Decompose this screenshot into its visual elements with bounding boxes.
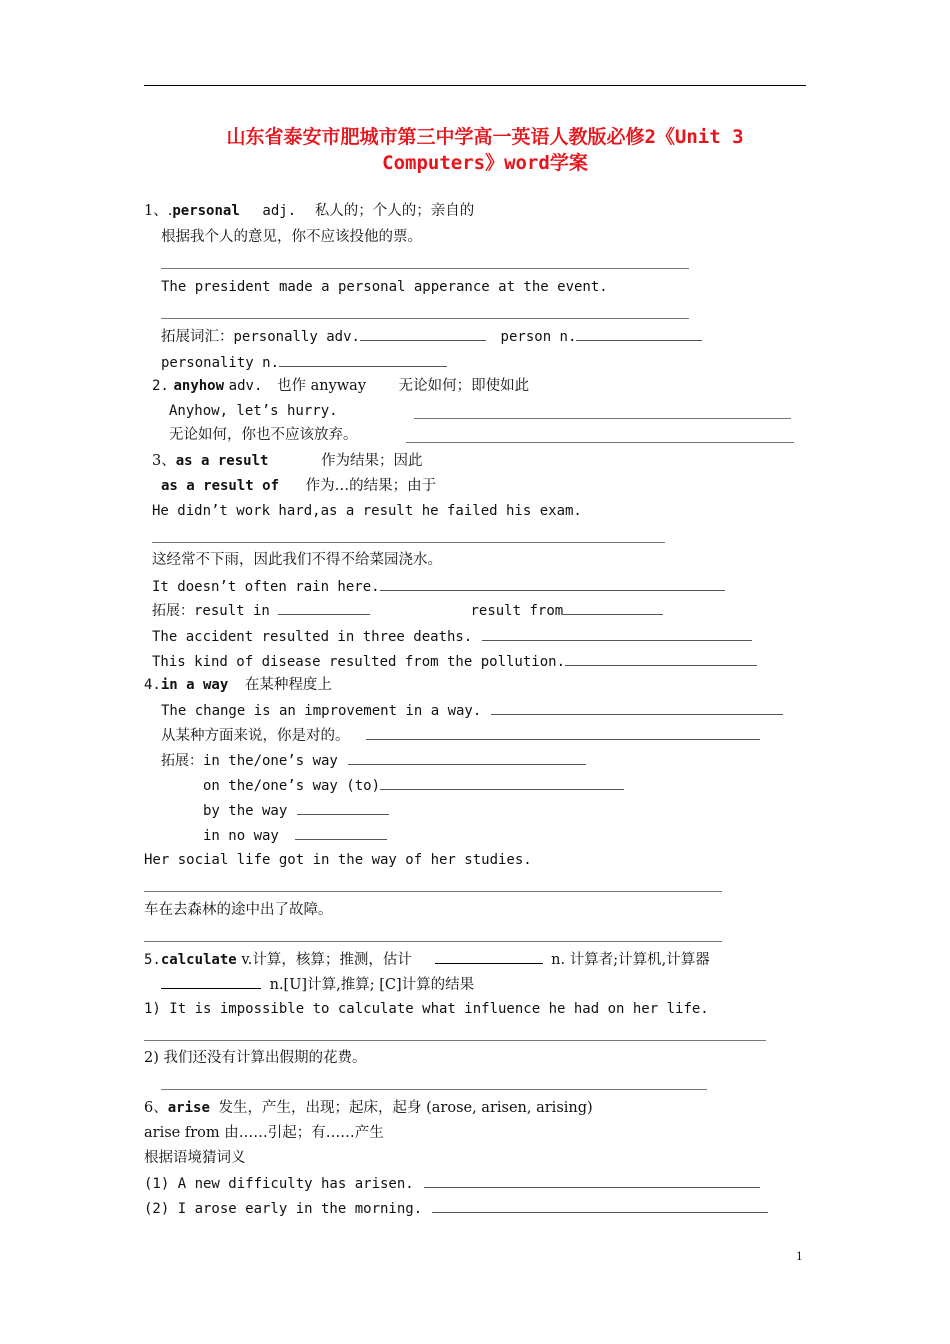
page-number: 1 [796, 1248, 803, 1263]
item-1-example-2: The president made a personal apperance at the event. [161, 279, 608, 295]
answer-blank[interactable] [360, 326, 486, 341]
answer-line[interactable] [414, 418, 791, 419]
item-3-meaning-2: 作为…的结果；由于 [305, 478, 437, 494]
extension-word: person n. [500, 329, 577, 345]
extension-word: personally adv. [233, 329, 360, 345]
item-6-heading [144, 1098, 593, 1118]
answer-blank[interactable] [565, 651, 757, 666]
answer-blank[interactable] [295, 825, 387, 840]
answer-blank[interactable] [279, 352, 447, 367]
item-5-heading-2 [161, 974, 474, 995]
item-4-heading [144, 675, 332, 695]
answer-line[interactable] [144, 1040, 766, 1041]
item-5-example-2: 2) 我们还没有计算出假期的花费。 [144, 1050, 367, 1066]
item-5-meaning-2: n. 计算者;计算机,计算器 [551, 952, 710, 968]
item-4-extension-4 [203, 825, 387, 846]
answer-blank[interactable] [161, 974, 261, 989]
item-1-heading [144, 201, 474, 221]
item-3-example-5 [152, 651, 757, 672]
item-4-word: in a way [160, 677, 229, 693]
title-line-2: Computers》word学案 [382, 152, 588, 174]
item-3-example-4 [152, 626, 752, 647]
item-1-extension [161, 326, 702, 347]
answer-blank[interactable] [432, 1198, 768, 1213]
answer-line[interactable] [161, 318, 689, 319]
answer-blank[interactable] [435, 949, 543, 964]
answer-blank[interactable] [563, 600, 663, 615]
item-2-word: anyhow [173, 378, 225, 394]
item-2-meaning-2: 无论如何；即使如此 [398, 378, 530, 394]
example-text: The accident resulted in three deaths. [152, 629, 473, 645]
item-4-meaning: 在某种程度上 [244, 677, 332, 693]
extension-word: result from [470, 603, 564, 619]
item-4-extension-3 [203, 800, 389, 821]
extension-label: 拓展：result in [152, 603, 270, 619]
extension-word: in no way [203, 828, 279, 844]
item-4-extension-1 [161, 750, 586, 771]
item-3-example-1: He didn’t work hard,as a result he failed his exam. [152, 503, 582, 519]
item-5-example-1: 1) It is impossible to calculate what influence he had on her life. [144, 1001, 709, 1017]
item-6-guess-label: 根据语境猜词义 [144, 1150, 246, 1166]
extension-label: 拓展词汇： [161, 329, 234, 345]
item-5-meaning-3: n.[U]计算,推算; [C]计算的结果 [269, 977, 475, 993]
item-1-meaning: 私人的；个人的；亲自的 [314, 203, 475, 219]
item-6-word: arise [167, 1100, 210, 1116]
item-5-meaning: v.计算，核算；推测，估计 [241, 952, 412, 968]
item-2-heading [152, 376, 529, 396]
item-6-number: 6、 [144, 1100, 168, 1116]
item-1-number: 1、. [144, 203, 173, 219]
item-2-example-2: 无论如何，你也不应该放弃。 [169, 427, 358, 443]
answer-blank[interactable] [380, 775, 624, 790]
item-5-heading [144, 949, 710, 970]
extension-word: by the way [203, 803, 288, 819]
item-1-pos: adj. [262, 203, 297, 219]
answer-line[interactable] [152, 542, 665, 543]
item-3-example-2: 这经常不下雨，因此我们不得不给菜园浇水。 [152, 552, 442, 568]
answer-blank[interactable] [297, 800, 389, 815]
answer-blank[interactable] [576, 326, 702, 341]
example-text: (1) A new difficulty has arisen. [144, 1176, 414, 1192]
item-4-example-4: 车在去森林的途中出了故障。 [144, 902, 333, 918]
item-3-word: as a result [175, 453, 269, 469]
item-4-example-1 [161, 700, 783, 721]
item-3-word-2: as a result of [161, 478, 280, 494]
item-2-number: 2. [152, 378, 169, 394]
item-1-example-1: 根据我个人的意见，你不应该投他的票。 [161, 229, 422, 245]
top-rule [144, 85, 806, 86]
item-3-heading [152, 451, 423, 471]
answer-blank[interactable] [380, 576, 725, 591]
example-text: (2) I arose early in the morning. [144, 1201, 423, 1217]
item-4-extension-2 [203, 775, 624, 796]
item-6-example-1 [144, 1173, 760, 1194]
item-3-number: 3、 [152, 453, 176, 469]
item-3-meaning: 作为结果；因此 [321, 453, 423, 469]
item-5-number: 5. [144, 952, 161, 968]
extension-word: on the/one’s way (to) [203, 778, 381, 794]
item-3-example-3 [152, 576, 725, 597]
example-text: This kind of disease resulted from the pollution. [152, 654, 566, 670]
answer-line[interactable] [161, 1089, 707, 1090]
answer-blank[interactable] [278, 600, 370, 615]
item-3-extension [152, 600, 663, 621]
item-4-number: 4. [144, 677, 161, 693]
answer-blank[interactable] [482, 626, 752, 641]
example-text: It doesn’t often rain here. [152, 579, 380, 595]
title-line-1: 山东省泰安市肥城市第三中学高一英语人教版必修2《Unit 3 [226, 126, 744, 148]
answer-line[interactable] [144, 941, 722, 942]
answer-blank[interactable] [424, 1173, 760, 1188]
item-2-pos: adv. [228, 378, 263, 394]
item-6-meaning: 发生，产生，出现；起床，起身 (arose, arisen, arising) [218, 1100, 593, 1116]
extension-label: 拓展：in the/one’s way [161, 753, 338, 769]
item-1-extension-2 [161, 352, 447, 373]
item-6-example-2 [144, 1198, 768, 1219]
answer-blank[interactable] [366, 725, 760, 740]
answer-line[interactable] [406, 442, 794, 443]
item-2-example-1: Anyhow, let’s hurry. [169, 403, 338, 419]
item-2-meaning: 也作 anyway [276, 378, 367, 394]
answer-blank[interactable] [348, 750, 586, 765]
example-text: 从某种方面来说，你是对的。 [161, 728, 350, 744]
item-4-example-3: Her social life got in the way of her studies. [144, 852, 532, 868]
answer-blank[interactable] [491, 700, 783, 715]
item-5-word: calculate [160, 952, 237, 968]
item-4-example-2 [161, 725, 760, 746]
extension-word: personality n. [161, 355, 280, 371]
item-3-heading-2 [161, 476, 436, 496]
item-1-word: personal [172, 203, 240, 219]
item-6-phrase: arise from 由……引起；有……产生 [144, 1125, 384, 1141]
example-text: The change is an improvement in a way. [161, 703, 482, 719]
answer-line[interactable] [144, 891, 722, 892]
answer-line[interactable] [161, 268, 689, 269]
